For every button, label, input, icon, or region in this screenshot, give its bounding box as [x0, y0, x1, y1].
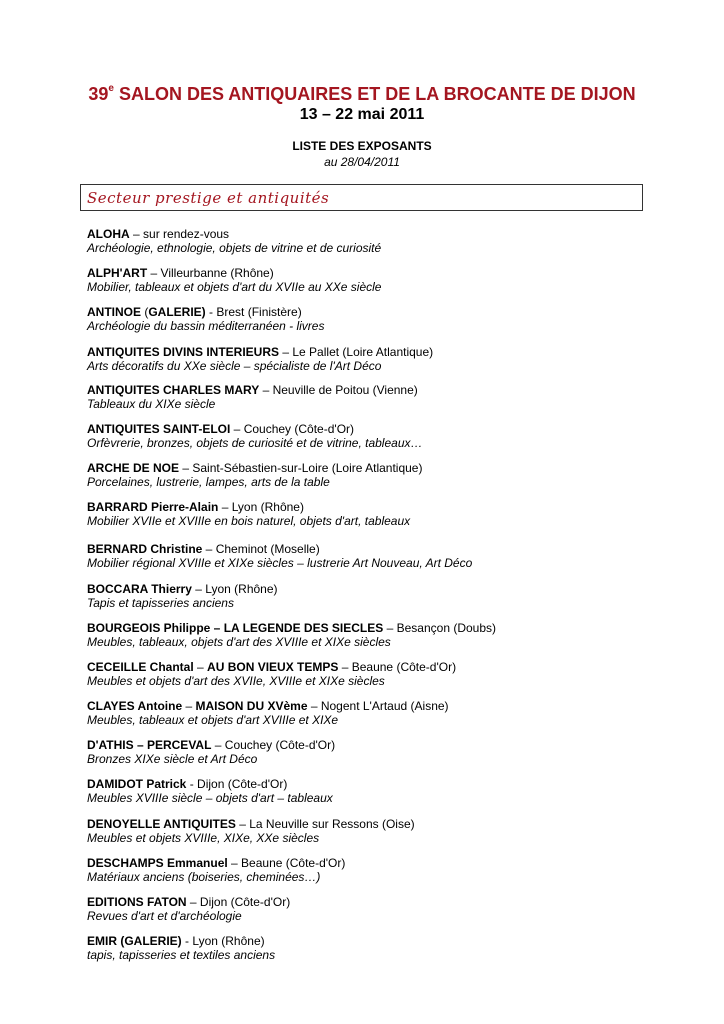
exhibitor-name: ANTIQUITES SAINT-ELOI — [87, 422, 231, 436]
exhibitor-entry — [87, 345, 647, 373]
exhibitor-name: ANTINOE — [87, 305, 141, 319]
separator: – — [182, 699, 196, 713]
exhibitor-entry — [87, 856, 647, 884]
list-date: au 28/04/2011 — [324, 155, 400, 169]
exhibitor-entry — [87, 461, 647, 489]
exhibitor-location: Brest (Finistère) — [216, 305, 302, 319]
exhibitor-location: Dijon (Côte-d'Or) — [197, 777, 288, 791]
exhibitor-name: CLAYES Antoine — [87, 699, 183, 713]
separator: ( — [141, 305, 149, 319]
exhibitor-line — [87, 383, 647, 397]
exhibitor-description: Tapis et tapisseries anciens — [87, 596, 234, 610]
separator: – — [186, 895, 200, 909]
exhibitor-line — [87, 660, 647, 674]
separator: – — [218, 500, 232, 514]
exhibitor-line — [87, 582, 647, 596]
exhibitor-line — [87, 777, 647, 791]
exhibitor-line — [87, 738, 647, 752]
exhibitor-entry — [87, 266, 647, 294]
exhibitor-description: Matériaux anciens (boiseries, cheminées…) — [87, 870, 321, 884]
separator: – — [211, 738, 225, 752]
exhibitor-location: Couchey (Côte-d'Or) — [243, 422, 355, 436]
exhibitor-name: BOURGEOIS Philippe – LA LEGENDE DES SIECLES — [87, 621, 384, 635]
exhibitor-name: BARRARD Pierre-Alain — [87, 500, 219, 514]
exhibitor-description: Tableaux du XIXe siècle — [87, 397, 216, 411]
exhibitor-entry — [87, 500, 647, 528]
exhibitor-line — [87, 266, 647, 280]
exhibitor-location: Le Pallet (Loire Atlantique) — [292, 345, 434, 359]
separator: – — [227, 856, 242, 870]
separator: - — [181, 934, 193, 948]
exhibitor-name: DESCHAMPS Emmanuel — [87, 856, 228, 870]
separator: – — [193, 660, 208, 674]
exhibitor-name-secondary: AU BON VIEUX TEMPS — [207, 660, 339, 674]
exhibitor-entry — [87, 582, 647, 610]
exhibitor-entry — [87, 699, 647, 727]
exhibitor-entry — [87, 305, 647, 333]
exhibitor-name: ALOHA — [87, 227, 130, 241]
exhibitor-line — [87, 895, 647, 909]
exhibitor-description: Meubles et objets d'art des XVIIe, XVIIIe et XIXe siècles — [87, 674, 385, 688]
exhibitor-location: Neuville de Poitou (Vienne) — [272, 383, 418, 397]
exhibitor-entry — [87, 660, 647, 688]
exhibitor-location: La Neuville sur Ressons (Oise) — [249, 817, 415, 831]
exhibitor-name: ANTIQUITES DIVINS INTERIEURS — [87, 345, 280, 359]
exhibitor-location: Dijon (Côte-d'Or) — [199, 895, 291, 909]
separator: – — [259, 383, 273, 397]
exhibitor-entry — [87, 738, 647, 766]
exhibitor-location: Nogent L'Artaud (Aisne) — [320, 699, 449, 713]
exhibitor-description: Arts décoratifs du XXe siècle – spécialiste de l'Art Déco — [87, 359, 382, 373]
separator: – — [202, 542, 216, 556]
exhibitor-line — [87, 345, 647, 359]
title-text: SALON DES ANTIQUAIRES ET DE LA BROCANTE DE DIJON — [113, 84, 636, 104]
exhibitor-location: Beaune (Côte-d'Or) — [241, 856, 346, 870]
exhibitor-line — [87, 621, 647, 635]
exhibitor-name: BOCCARA Thierry — [87, 582, 192, 596]
exhibitor-description: Archéologie du bassin méditerranéen - livres — [87, 319, 325, 333]
exhibitor-line — [87, 422, 647, 436]
exhibitor-name: ARCHE DE NOE — [87, 461, 180, 475]
exhibitor-description: Mobilier, tableaux et objets d'art du XVIIe au XXe siècle — [87, 280, 382, 294]
exhibitor-name-secondary: MAISON DU XVème — [195, 699, 308, 713]
exhibitor-name: D'ATHIS – PERCEVAL — [87, 738, 212, 752]
exhibitor-entry — [87, 542, 647, 570]
exhibitor-description: Mobilier régional XVIIIe et XIXe siècles – lustrerie Art Nouveau, Art Déco — [87, 556, 473, 570]
separator: – — [230, 422, 244, 436]
exhibitor-description: Porcelaines, lustrerie, lampes, arts de la table — [87, 475, 330, 489]
separator: – — [338, 660, 352, 674]
exhibitor-line — [87, 227, 647, 241]
exhibitor-entry — [87, 621, 647, 649]
exhibitor-location: Lyon (Rhône) — [205, 582, 278, 596]
exhibitor-name: EDITIONS FATON — [87, 895, 187, 909]
exhibitor-name-secondary: GALERIE) — [148, 305, 206, 319]
exhibitor-line — [87, 699, 647, 713]
exhibitor-description: Orfèvrerie, bronzes, objets de curiosité et de vitrine, tableaux… — [87, 436, 423, 450]
exhibitor-location: Cheminot (Moselle) — [215, 542, 320, 556]
exhibitor-line — [87, 461, 647, 475]
separator: – — [279, 345, 293, 359]
exhibitor-description: Archéologie, ethnologie, objets de vitrine et de curiosité — [87, 241, 382, 255]
separator: – — [307, 699, 321, 713]
exhibitor-location: Villeurbanne (Rhône) — [160, 266, 274, 280]
exhibitor-location: Couchey (Côte-d'Or) — [224, 738, 336, 752]
separator: – — [147, 266, 161, 280]
exhibitor-location: Lyon (Rhône) — [192, 934, 265, 948]
exhibitor-description: Meubles, tableaux, objets d'art des XVIIIe et XIXe siècles — [87, 635, 391, 649]
separator: – — [383, 621, 397, 635]
separator: - — [205, 305, 217, 319]
exhibitor-name: ANTIQUITES CHARLES MARY — [87, 383, 260, 397]
exhibitor-location: Besançon (Doubs) — [396, 621, 497, 635]
title-number: 39 — [88, 84, 109, 104]
exhibitor-description: Revues d'art et d'archéologie — [87, 909, 242, 923]
exhibitor-name: BERNARD Christine — [87, 542, 203, 556]
event-dates: 13 – 22 mai 2011 — [299, 106, 425, 123]
exhibitor-line — [87, 500, 647, 514]
exhibitor-description: tapis, tapisseries et textiles anciens — [87, 948, 276, 962]
exhibitor-entry — [87, 895, 647, 923]
exhibitor-line — [87, 305, 647, 319]
exhibitor-description: Meubles XVIIIe siècle – objets d'art – tableaux — [87, 791, 333, 805]
exhibitor-line — [87, 856, 647, 870]
exhibitor-name: ALPH'ART — [87, 266, 148, 280]
sector-title: Secteur prestige et antiquités — [87, 189, 330, 207]
exhibitor-description: Mobilier XVIIe et XVIIIe en bois naturel, objets d'art, tableaux — [87, 514, 411, 528]
exhibitor-location: Lyon (Rhône) — [231, 500, 304, 514]
separator: – — [191, 582, 206, 596]
exhibitor-line — [87, 934, 647, 948]
exhibitor-entry — [87, 227, 647, 255]
exhibitor-location: Saint-Sébastien-sur-Loire (Loire Atlantique) — [192, 461, 423, 475]
separator: – — [129, 227, 144, 241]
separator: - — [186, 777, 198, 791]
exhibitor-location: sur rendez-vous — [143, 227, 230, 241]
exhibitor-name: DAMIDOT Patrick — [87, 777, 187, 791]
exhibitor-name: CECEILLE Chantal — [87, 660, 194, 674]
exhibitor-description: Bronzes XIXe siècle et Art Déco — [87, 752, 258, 766]
exhibitor-name: DENOYELLE ANTIQUITES — [87, 817, 236, 831]
title-superscript: e — [108, 83, 114, 94]
exhibitor-entry — [87, 777, 647, 805]
exhibitor-description: Meubles, tableaux et objets d'art XVIIIe et XIXe — [87, 713, 339, 727]
exhibitor-entry — [87, 934, 647, 962]
document-title — [0, 84, 724, 105]
exhibitor-location: Beaune (Côte-d'Or) — [351, 660, 457, 674]
exhibitor-entry — [87, 422, 647, 450]
list-title: LISTE DES EXPOSANTS — [292, 139, 432, 153]
separator: – — [235, 817, 250, 831]
exhibitor-line — [87, 542, 647, 556]
separator: – — [179, 461, 193, 475]
exhibitor-entry — [87, 383, 647, 411]
exhibitor-line — [87, 817, 647, 831]
exhibitor-description: Meubles et objets XVIIIe, XIXe, XXe siècles — [87, 831, 320, 845]
exhibitor-name: EMIR (GALERIE) — [87, 934, 182, 948]
exhibitor-entry — [87, 817, 647, 845]
sector-box — [80, 184, 643, 211]
